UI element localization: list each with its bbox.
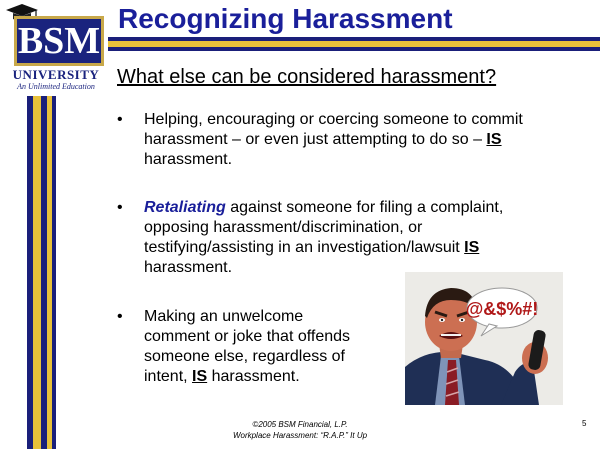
bullet-dot: •: [117, 199, 123, 216]
is-emphasis: IS: [192, 368, 208, 385]
logo-badge: [14, 16, 104, 66]
is-emphasis: IS: [486, 131, 502, 148]
bullet-text-segment: harassment – or even just attempting to do so –: [144, 131, 487, 148]
bullet-text-segment: intent,: [144, 368, 193, 385]
bullet-text: [144, 198, 574, 278]
bullet-text: [144, 307, 394, 387]
left-stripe-gold: [33, 92, 41, 449]
retaliating-emphasis: Retaliating: [144, 199, 226, 216]
bullet-text-segment: against someone for filing a complaint,: [225, 199, 504, 216]
footer-program: Workplace Harassment: “R.A.P.” It Up: [232, 431, 368, 440]
bullet-line: [144, 367, 394, 387]
logo-university-text: UNIVERSITY: [12, 67, 100, 82]
bullet-line: opposing harassment/discrimination, or: [144, 219, 423, 236]
bullet-line: harassment.: [144, 151, 233, 168]
is-emphasis: IS: [464, 239, 480, 256]
slide-footer: [200, 419, 400, 441]
curse-text: @&$%#!: [465, 299, 539, 319]
bullet-text-segment: harassment.: [207, 368, 300, 385]
bullet-line: Helping, encouraging or coercing someone to commit: [144, 111, 523, 128]
angry-man-illustration: [405, 272, 563, 405]
logo-tagline: An Unlimited Education: [17, 82, 95, 91]
title-stripe-navy: [108, 47, 600, 51]
bullet-text-segment: testifying/assisting in an investigation/lawsuit: [144, 239, 465, 256]
angry-man-phone-photo: [405, 272, 563, 405]
bsm-university-logo: [0, 0, 108, 96]
bullet-line: [144, 238, 574, 258]
left-stripe-navy: [52, 92, 56, 449]
bullet-line: harassment.: [144, 259, 233, 276]
bullet-text: [144, 110, 574, 170]
bullet-line: someone else, regardless of: [144, 348, 345, 365]
footer-copyright: ©2005 BSM Financial, L.P.: [252, 420, 348, 429]
bullet-dot: •: [117, 111, 123, 128]
bullet-line: [144, 130, 574, 150]
bullet-dot: •: [117, 308, 123, 325]
slide-title: Recognizing Harassment: [118, 3, 453, 34]
logo-abbr: BSM: [17, 20, 101, 62]
page-number: 5: [582, 419, 587, 428]
slide-subtitle: What else can be considered harassment?: [117, 66, 497, 88]
bullet-line: [144, 198, 574, 218]
bullet-line: Making an unwelcome: [144, 308, 304, 325]
bullet-line: comment or joke that offends: [144, 328, 351, 345]
